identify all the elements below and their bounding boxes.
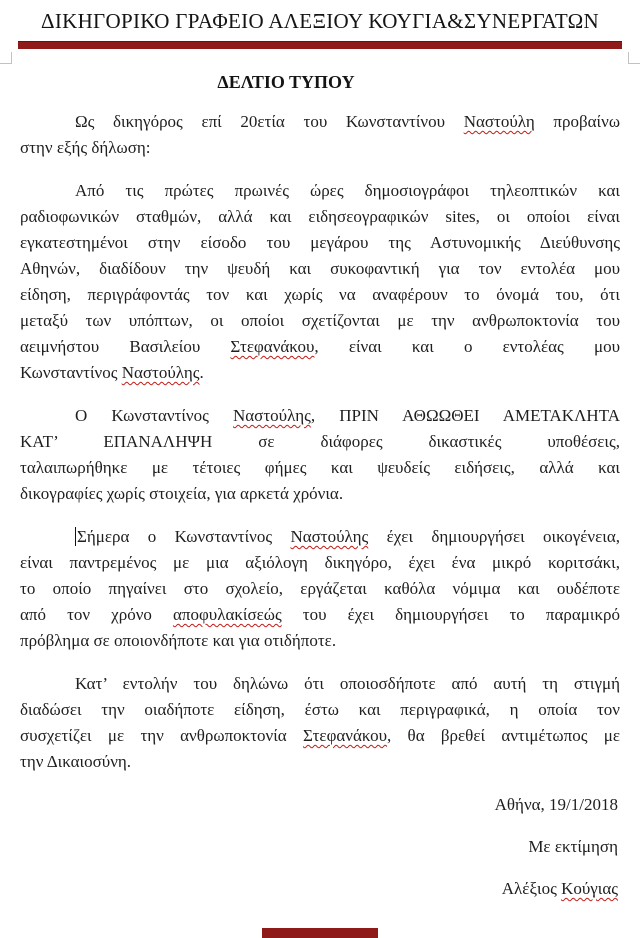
text-run: μεταξύ των υπόπτων, οι οποίοι σχετίζονται με την ανθρωποκτονία του [20, 311, 620, 330]
paragraph-line [20, 697, 620, 723]
text-run: εγκατεστημένοι στην είσοδο του μεγάρου της Αστυνομικής Διεύθυνσης [20, 233, 620, 252]
paragraph-line [20, 524, 620, 550]
paragraph [20, 403, 620, 507]
text-run: διαδώσει την οιαδήποτε είδηση, έστω και περιγραφικά, η οποία τον [20, 700, 620, 719]
paragraph [20, 524, 620, 654]
text-run: το οποίο πηγαίνει στο σχολείο, εργάζεται καθόλα νόμιμα και ουδέποτε [20, 579, 620, 598]
paragraph-line [20, 628, 620, 654]
text-run: δικογραφίες χωρίς στοιχεία, για αρκετά χρόνια. [20, 484, 344, 503]
text-run: έχει δημιουργήσει οικογένεια, [368, 527, 620, 546]
text-run: είναι παντρεμένος με μια αξιόλογη δικηγόρο, έχει ένα μικρό κοριτσάκι, [20, 553, 620, 572]
misspelled-word: Ναστούλη [463, 112, 535, 131]
text-run: Κατ’ εντολήν του δηλώνω ότι οποιοσδήποτε από αυτή τη στιγμή [75, 674, 620, 693]
paragraph-line [20, 550, 620, 576]
text-run: Από τις πρώτες πρωινές ώρες δημοσιογράφοι τηλεοπτικών και [75, 181, 620, 200]
text-run: αειμνήστου Βασιλείου [20, 337, 231, 356]
text-run: Κωνσταντίνος [20, 363, 122, 382]
paragraph [20, 109, 620, 161]
text-run: συσχετίζει με την ανθρωποκτονία [20, 726, 304, 745]
paragraph [20, 671, 620, 775]
text-run: την Δικαιοσύνη. [20, 752, 132, 771]
paragraph-line [20, 256, 620, 282]
paragraph-line [20, 403, 620, 429]
paragraph-line [20, 109, 620, 135]
misspelled-word: Ναστούλης [290, 527, 369, 546]
footer-rule [262, 928, 378, 938]
misspelled-word: Ναστούλης [121, 363, 200, 382]
text-run: από τον χρόνο [20, 605, 173, 624]
paragraph-line [20, 455, 620, 481]
paragraph-line [20, 282, 620, 308]
law-office-title: ΔΙΚΗΓΟΡΙΚΟ ΓΡΑΦΕΙΟ ΑΛΕΞΙΟΥ ΚΟΥΓΙΑ&ΣΥΝΕΡΓΑΤΩΝ [41, 9, 599, 33]
text-run: Σήμερα ο Κωνσταντίνος [77, 527, 291, 546]
misspelled-word: Στεφανάκου [230, 337, 315, 356]
text-run: , ΠΡΙΝ ΑΘΩΩΘΕΙ ΑΜΕΤΑΚΛΗΤΑ [310, 406, 620, 425]
closing-block [20, 792, 618, 902]
paragraph-line [20, 360, 620, 386]
text-run: Αθηνών, διαδίδουν την ψευδή και συκοφαντική για τον εντολέα μου [20, 259, 620, 278]
text-boundary-mark-right [628, 52, 640, 64]
text-run: του έχει δημιουργήσει το παραμικρό [281, 605, 620, 624]
text-run: . [199, 363, 204, 382]
paragraph-line [20, 602, 620, 628]
paragraph-line [20, 671, 620, 697]
paragraph-line [20, 576, 620, 602]
text-cursor [75, 527, 76, 546]
page-title: ΔΕΛΤΙΟ ΤΥΠΟΥ [217, 72, 355, 92]
text-run: , θα βρεθεί αντιμέτωπος με [387, 726, 620, 745]
paragraph-line [20, 481, 620, 507]
text-run: ΚΑΤ’ ΕΠΑΝΑΛΗΨΗ σε διάφορες δικαστικές υποθέσεις, [20, 432, 620, 451]
paragraph-line [20, 749, 620, 775]
misspelled-word: Ναστούλης [233, 406, 311, 425]
text-run: προβαίνω [534, 112, 621, 131]
misspelled-word: αποφυλακίσεώς [172, 605, 282, 624]
signature-line [20, 876, 618, 902]
paragraph [20, 178, 620, 386]
misspelled-word: Κούγιας [561, 879, 618, 898]
text-run: ραδιοφωνικών σταθμών, αλλά και ειδησεογραφικών sites, οι οποίοι είναι [20, 207, 620, 226]
text-boundary-mark-left [0, 52, 12, 64]
text-run: , είναι και ο εντολέας μου [314, 337, 620, 356]
header-rule [18, 41, 622, 49]
paragraph-line [20, 135, 620, 161]
paragraph-line [20, 204, 620, 230]
text-run: είδηση, περιγράφοντάς τον και χωρίς να αναφέρουν το όνομά του, ότι [20, 285, 620, 304]
text-run: πρόβλημα σε οποιονδήποτε και για οτιδήποτε. [20, 631, 337, 650]
paragraph-line [20, 723, 620, 749]
paragraph-line [20, 178, 620, 204]
paragraph-line [20, 308, 620, 334]
text-run: Ο Κωνσταντίνος [75, 406, 233, 425]
paragraph-line [20, 230, 620, 256]
text-run: ταλαιπωρήθηκε με τέτοιες φήμες και ψευδείς ειδήσεις, αλλά και [20, 458, 620, 477]
document-body [20, 109, 620, 775]
date-line: Αθήνα, 19/1/2018 [494, 795, 618, 814]
text-run: Αλέξιος [501, 879, 562, 898]
paragraph-line [20, 429, 620, 455]
misspelled-word: Στεφανάκου [303, 726, 387, 745]
text-run: στην εξής δήλωση: [20, 138, 151, 157]
text-run: Ως δικηγόρος επί 20ετία του Κωνσταντίνου [75, 112, 464, 131]
regards-line: Με εκτίμηση [528, 837, 618, 856]
paragraph-line [20, 334, 620, 360]
